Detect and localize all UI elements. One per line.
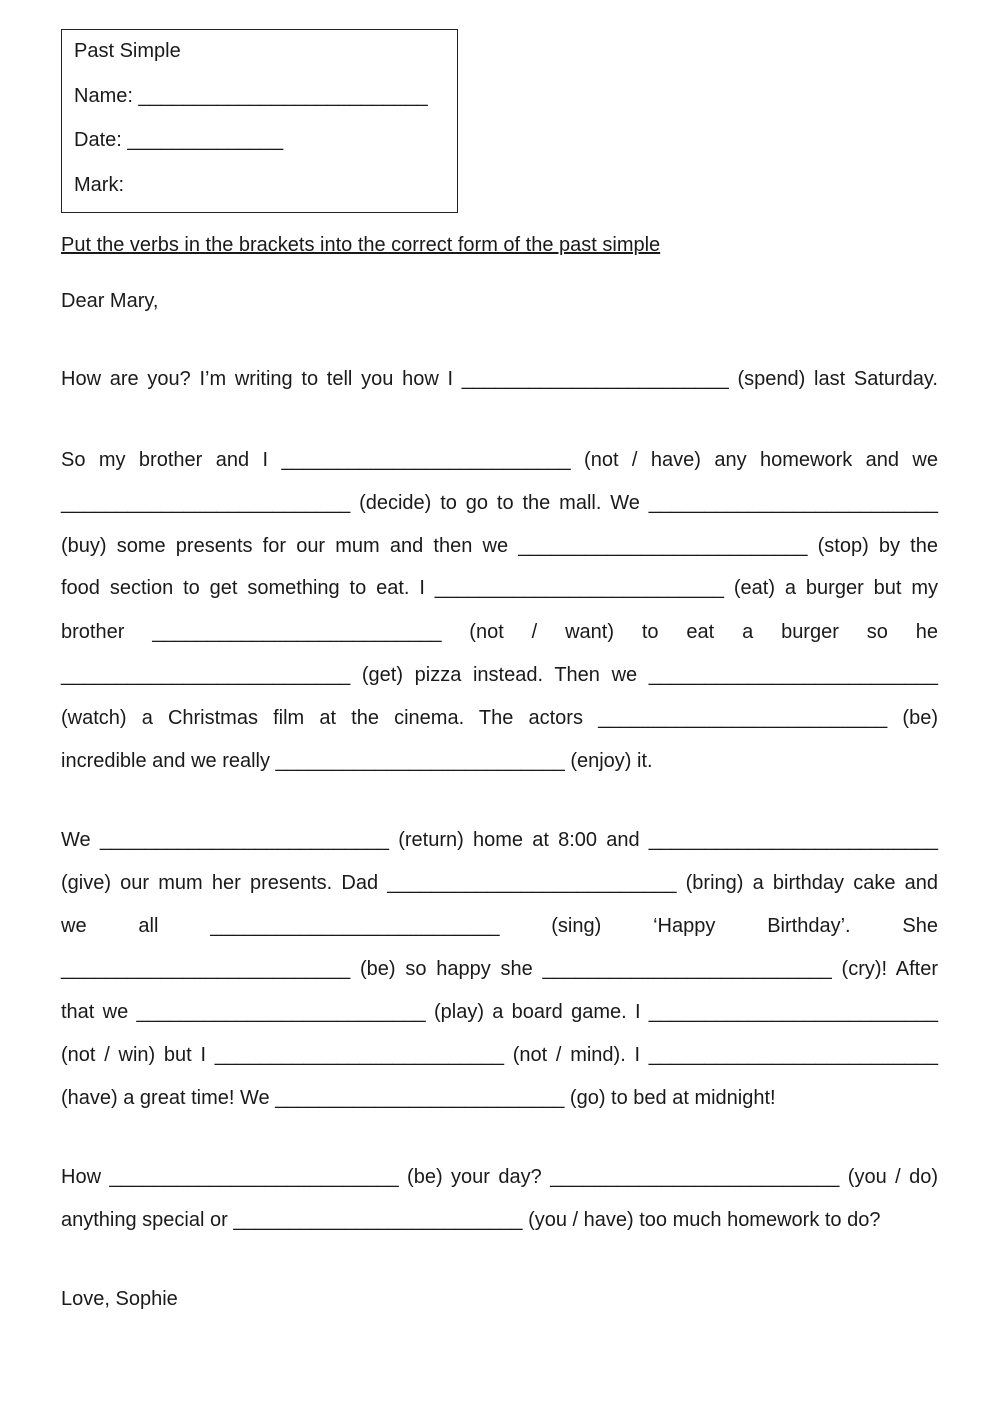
- letter-line: How are you? I’m writing to tell you how I ________________________ (spend) last Saturday.: [61, 368, 938, 390]
- header-info-box: [61, 29, 458, 213]
- letter-line: How __________________________ (be) your day? __________________________ (you / do): [61, 1166, 938, 1188]
- letter-line: that we __________________________ (play) a board game. I __________________________: [61, 1001, 938, 1023]
- signoff: Love, Sophie: [61, 1288, 178, 1310]
- letter-line: __________________________ (decide) to go to the mall. We __________________________: [61, 492, 938, 514]
- date-field[interactable]: Date: ______________: [74, 129, 284, 151]
- name-field[interactable]: Name: __________________________: [74, 85, 428, 107]
- letter-line: So my brother and I __________________________ (not / have) any homework and we: [61, 449, 938, 471]
- letter-line: anything special or __________________________ (you / have) too much homework to do?: [61, 1209, 881, 1231]
- letter-line: (have) a great time! We __________________________ (go) to bed at midnight!: [61, 1087, 776, 1109]
- letter-line: we all __________________________ (sing) ‘Happy Birthday’. She: [61, 915, 938, 937]
- letter-line: __________________________ (get) pizza instead. Then we __________________________: [61, 664, 938, 686]
- letter-line: __________________________ (be) so happy she __________________________ (cry)! After: [61, 958, 938, 980]
- letter-line: (give) our mum her presents. Dad __________________________ (bring) a birthday cake and: [61, 872, 938, 894]
- worksheet-title: Past Simple: [74, 40, 181, 62]
- letter-line: (buy) some presents for our mum and then we __________________________ (stop) by the: [61, 535, 938, 557]
- instruction: Put the verbs in the brackets into the correct form of the past simple: [61, 234, 661, 256]
- letter-line: brother __________________________ (not / want) to eat a burger so he: [61, 621, 938, 643]
- greeting: Dear Mary,: [61, 290, 159, 312]
- letter-line: incredible and we really __________________________ (enjoy) it.: [61, 750, 653, 772]
- mark-field: Mark:: [74, 174, 124, 196]
- letter-line: We __________________________ (return) home at 8:00 and __________________________: [61, 829, 938, 851]
- letter-line: (watch) a Christmas film at the cinema. The actors __________________________ (be): [61, 707, 938, 729]
- letter-line: (not / win) but I __________________________ (not / mind). I __________________________: [61, 1044, 938, 1066]
- letter-line: food section to get something to eat. I __________________________ (eat) a burger but my: [61, 577, 938, 599]
